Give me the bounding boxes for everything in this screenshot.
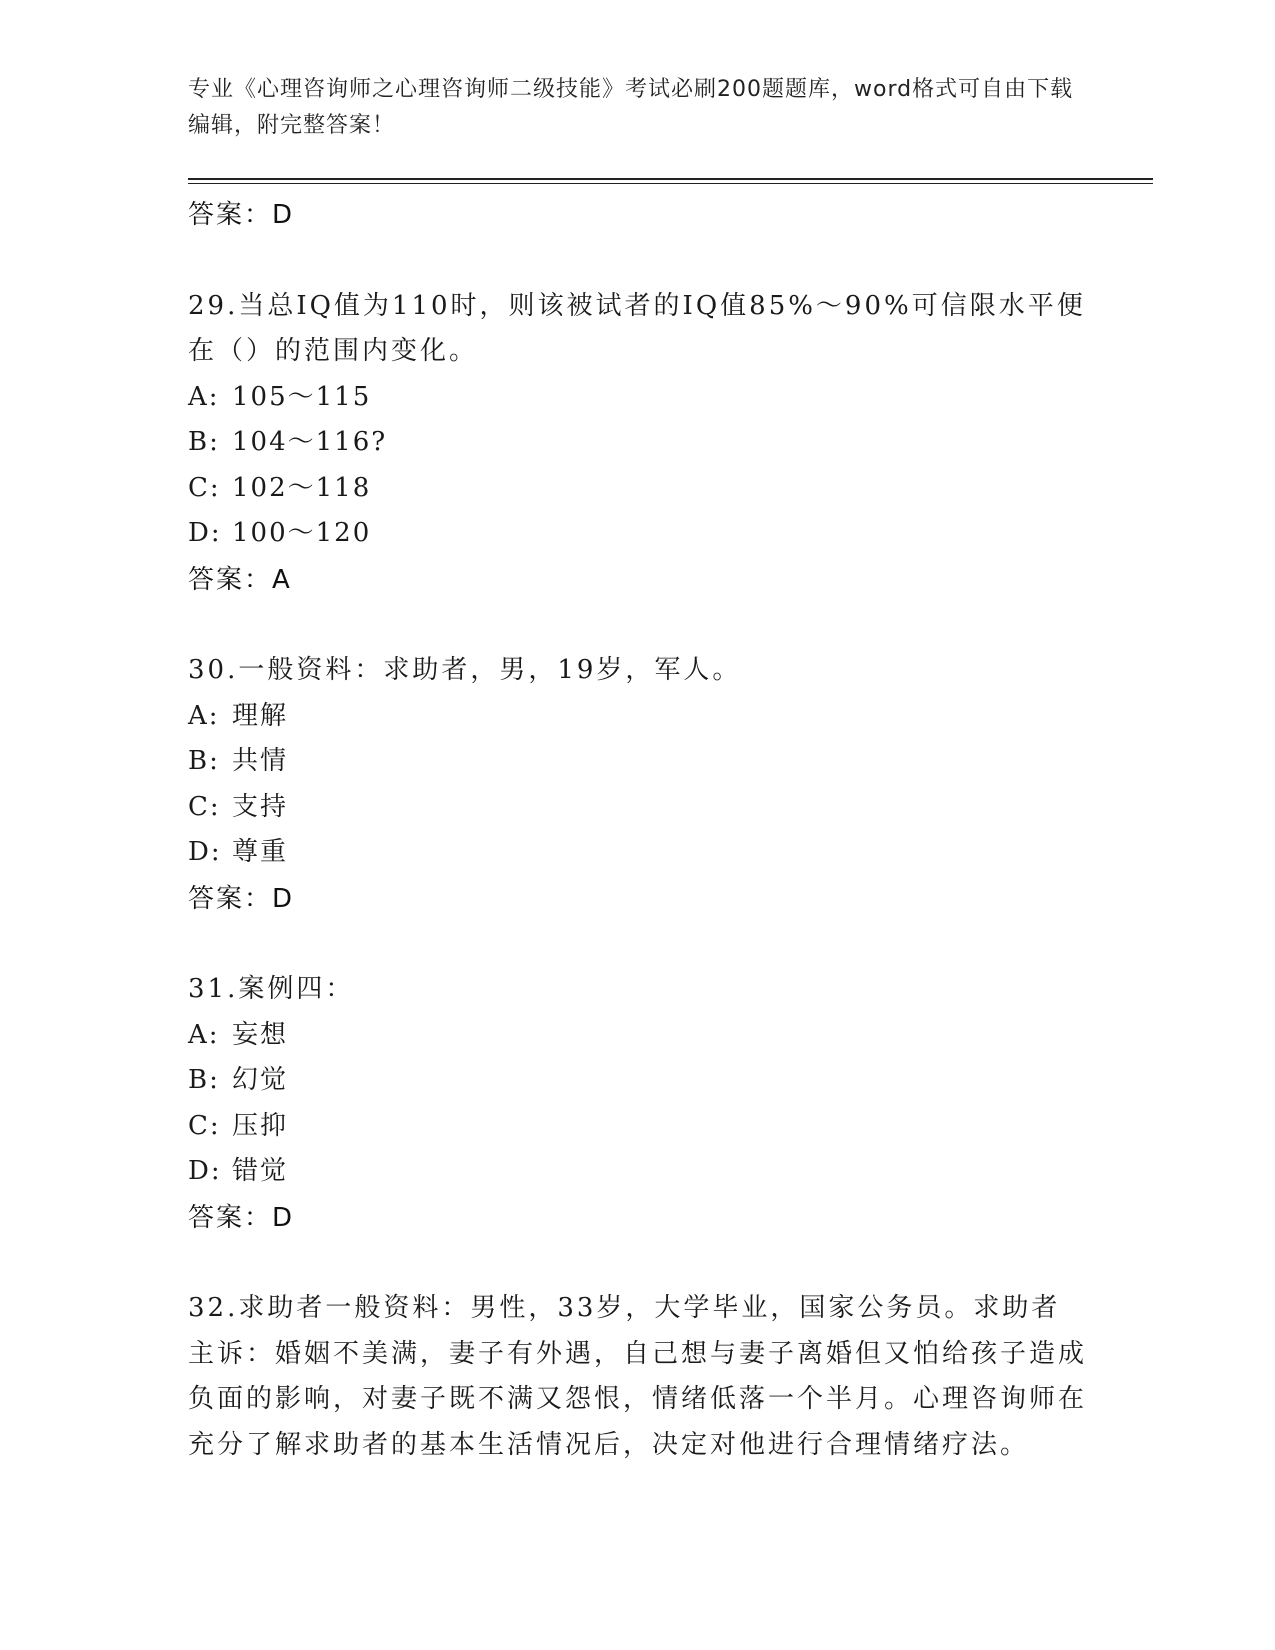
- option-a: [188, 694, 1088, 740]
- option-letter: D:: [188, 837, 222, 867]
- option-letter: A:: [188, 1019, 220, 1050]
- question-block-29: [188, 284, 1088, 603]
- option-c: [188, 785, 1088, 831]
- answer-line-prev: 答案：D: [188, 200, 295, 230]
- document-header: 专业《心理咨询师之心理咨询师二级技能》考试必刷200题题库，word格式可自由下载编辑，附完整答案！: [188, 77, 1074, 138]
- question-block-31: [188, 967, 1088, 1241]
- option-b: [188, 420, 1088, 466]
- option-text: 尊重: [232, 837, 289, 867]
- option-a: [188, 1013, 1088, 1059]
- option-text: 压抑: [232, 1110, 289, 1141]
- option-a: [188, 375, 1088, 421]
- option-text: 错觉: [232, 1156, 289, 1186]
- question-block-32: [188, 1286, 1088, 1468]
- option-text: 共情: [232, 746, 289, 776]
- option-c: [188, 1104, 1088, 1150]
- option-letter: B:: [188, 1065, 220, 1095]
- option-letter: B:: [188, 427, 220, 457]
- option-b: [188, 739, 1088, 785]
- question-block-30: [188, 648, 1088, 922]
- answer-line-31: 答案：D: [188, 1202, 295, 1233]
- option-letter: C:: [188, 791, 221, 822]
- option-text: 104～116?: [232, 427, 388, 457]
- option-text: 102～118: [232, 472, 372, 503]
- option-letter: A:: [188, 381, 220, 412]
- option-d: [188, 830, 1088, 876]
- question-text-30: 30.一般资料：求助者，男，19岁，军人。: [188, 655, 742, 685]
- option-letter: C:: [188, 1110, 221, 1141]
- option-letter: B:: [188, 746, 220, 776]
- option-text: 100～120: [232, 518, 372, 548]
- option-letter: D:: [188, 518, 222, 548]
- answer-line-30: 答案：D: [188, 883, 295, 914]
- option-text: 支持: [232, 791, 289, 822]
- option-d: [188, 511, 1088, 557]
- option-text: 理解: [232, 700, 289, 731]
- option-letter: A:: [188, 700, 220, 731]
- option-text: 妄想: [232, 1019, 289, 1050]
- question-text-32: 32.求助者一般资料：男性，33岁，大学毕业，国家公务员。求助者主诉：婚姻不美满，妻子有外遇，自己想与妻子离婚但又怕给孩子造成负面的影响，对妻子既不满又怨恨，情绪低落一个半月。心理咨询师在充分了解求助者的基本生活情况后，决定对他进行合理情绪疗法。: [188, 1293, 1088, 1460]
- option-text: 105～115: [232, 381, 372, 412]
- option-text: 幻觉: [232, 1065, 289, 1095]
- answer-line-29: 答案：A: [188, 564, 292, 595]
- option-b: [188, 1058, 1088, 1104]
- option-c: [188, 466, 1088, 512]
- option-letter: D:: [188, 1156, 222, 1186]
- question-text-29: 29.当总IQ值为110时，则该被试者的IQ值85%～90%可信限水平便在（）的范围内变化。: [188, 290, 1086, 366]
- option-letter: C:: [188, 472, 221, 503]
- header-rule-thick: [188, 178, 1153, 180]
- question-text-31: 31.案例四：: [188, 974, 355, 1004]
- header-rule-thin: [188, 183, 1153, 184]
- option-d: [188, 1149, 1088, 1195]
- document-content: [188, 192, 1088, 1468]
